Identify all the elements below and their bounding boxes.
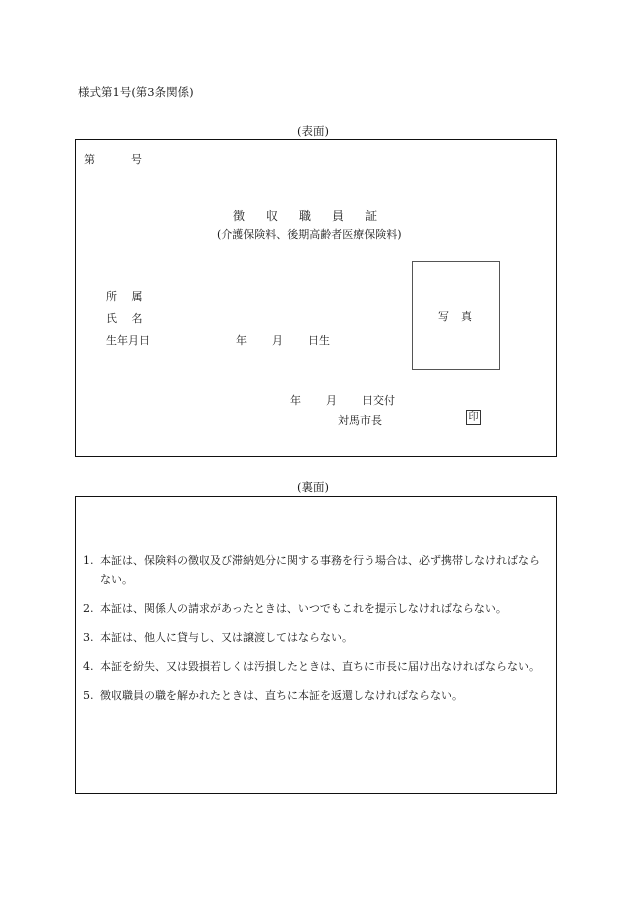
note-item bbox=[83, 599, 549, 618]
photo-label: 写真 bbox=[438, 310, 484, 323]
note-number: 4. bbox=[83, 660, 94, 673]
title-char: 徴 bbox=[233, 209, 246, 223]
title-char: 証 bbox=[365, 209, 378, 223]
note-text: 本証は、保険料の徴収及び滞納処分に関する事務を行う場合は、必ず携帯しなければならない。 bbox=[100, 554, 540, 586]
note-item bbox=[83, 551, 549, 589]
birth-year-label: 年 bbox=[236, 334, 247, 347]
title-char: 収 bbox=[266, 209, 279, 223]
number-suffix: 号 bbox=[131, 153, 142, 166]
number-prefix: 第 bbox=[84, 153, 95, 166]
birth-day-label: 日生 bbox=[308, 334, 330, 347]
note-text: 本証を紛失、又は毀損若しくは汚損したときは、直ちに市長に届け出なければならない。 bbox=[100, 660, 540, 673]
issuer-label: 対馬市長 bbox=[338, 414, 382, 427]
affiliation-label: 所 属 bbox=[106, 290, 143, 303]
back-side-label: (裏面) bbox=[297, 480, 329, 494]
notes-list bbox=[83, 551, 549, 715]
card-subtitle: (介護保険料、後期高齢者医療保険料) bbox=[217, 228, 402, 241]
note-text: 本証は、関係人の請求があったときは、いつでもこれを提示しなければならない。 bbox=[100, 602, 507, 615]
name-label: 氏 名 bbox=[106, 312, 143, 325]
note-item bbox=[83, 628, 549, 647]
note-number: 1. bbox=[83, 554, 94, 567]
seal-mark: 印 bbox=[466, 410, 481, 425]
title-char: 員 bbox=[332, 209, 345, 223]
front-side-label: (表面) bbox=[297, 124, 329, 138]
note-item bbox=[83, 686, 549, 705]
issue-year-label: 年 bbox=[290, 394, 301, 407]
card-front bbox=[75, 139, 557, 457]
note-number: 3. bbox=[83, 631, 94, 644]
issue-month-label: 月 bbox=[326, 394, 337, 407]
issue-day-label: 日交付 bbox=[362, 394, 395, 407]
note-text: 徴収職員の職を解かれたときは、直ちに本証を返還しなければならない。 bbox=[100, 689, 463, 702]
title-char: 職 bbox=[299, 209, 312, 223]
birth-month-label: 月 bbox=[272, 334, 283, 347]
form-reference: 様式第1号(第3条関係) bbox=[78, 85, 194, 99]
note-item bbox=[83, 657, 549, 676]
birthdate-label: 生年月日 bbox=[106, 334, 150, 347]
card-back bbox=[75, 496, 557, 794]
note-number: 5. bbox=[83, 689, 94, 702]
card-title bbox=[233, 207, 398, 224]
photo-box bbox=[412, 261, 500, 370]
note-number: 2. bbox=[83, 602, 94, 615]
note-text: 本証は、他人に貸与し、又は譲渡してはならない。 bbox=[100, 631, 353, 644]
